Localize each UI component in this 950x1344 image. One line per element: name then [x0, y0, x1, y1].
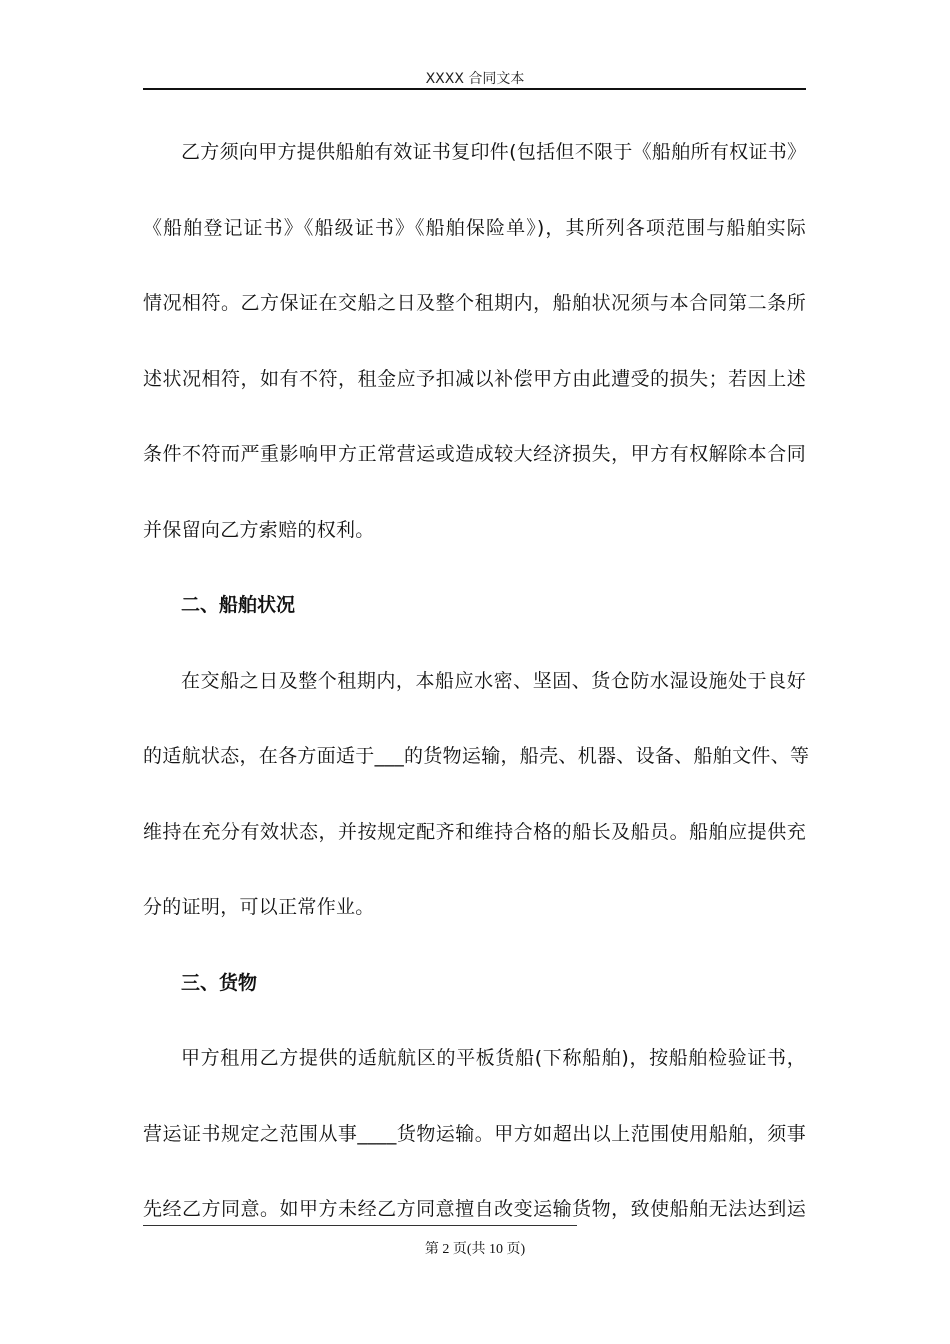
page-number: 第 2 页(共 10 页)	[424, 1242, 526, 1257]
text-line: 维持在充分有效状态，并按规定配齐和维持合格的船长及船员。船舶应提供充	[143, 820, 806, 843]
text-line: 甲方租用乙方提供的适航航区的平板货船(下称船舶)，按船舶检验证书，	[181, 1047, 806, 1069]
text-line: 《船舶登记证书》《船级证书》《船舶保险单》)，其所列各项范围与船舶实际	[143, 216, 806, 239]
text-line: 并保留向乙方索赔的权利。	[143, 518, 375, 541]
text-line: 先经乙方同意。如甲方未经乙方同意擅自改变运输货物，致使船舶无法达到运	[143, 1198, 806, 1220]
text-line: 营运证书规定之范围从事____货物运输。甲方如超出以上范围使用船舶，须事	[143, 1122, 806, 1145]
text-line: 乙方须向甲方提供船舶有效证书复印件(包括但不限于《船舶所有权证书》	[181, 141, 807, 163]
section-heading-ship-condition: 二、船舶状况	[181, 594, 296, 616]
text-line: 的适航状态，在各方面适于___的货物运输，船壳、机器、设备、船舶文件、等	[143, 745, 810, 767]
section-heading-cargo: 三、货物	[181, 971, 258, 994]
text-line: 情况相符。乙方保证在交船之日及整个租期内，船舶状况须与本合同第二条所	[143, 292, 806, 314]
header-divider	[143, 88, 806, 90]
text-line: 分的证明，可以正常作业。	[143, 896, 375, 918]
paragraph-ship-certificates	[143, 115, 806, 568]
page-header-title: XXXX 合同文本	[425, 71, 525, 87]
paragraph-ship-condition	[143, 644, 810, 946]
text-line: 述状况相符，如有不符，租金应予扣减以补偿甲方由此遭受的损失；若因上述	[143, 367, 806, 390]
footer-divider	[143, 1225, 577, 1226]
paragraph-cargo	[143, 1021, 806, 1248]
text-line: 在交船之日及整个租期内，本船应水密、坚固、货仓防水湿设施处于良好	[181, 669, 806, 692]
document-body	[143, 115, 810, 1248]
text-line: 条件不符而严重影响甲方正常营运或造成较大经济损失，甲方有权解除本合同	[143, 443, 806, 465]
